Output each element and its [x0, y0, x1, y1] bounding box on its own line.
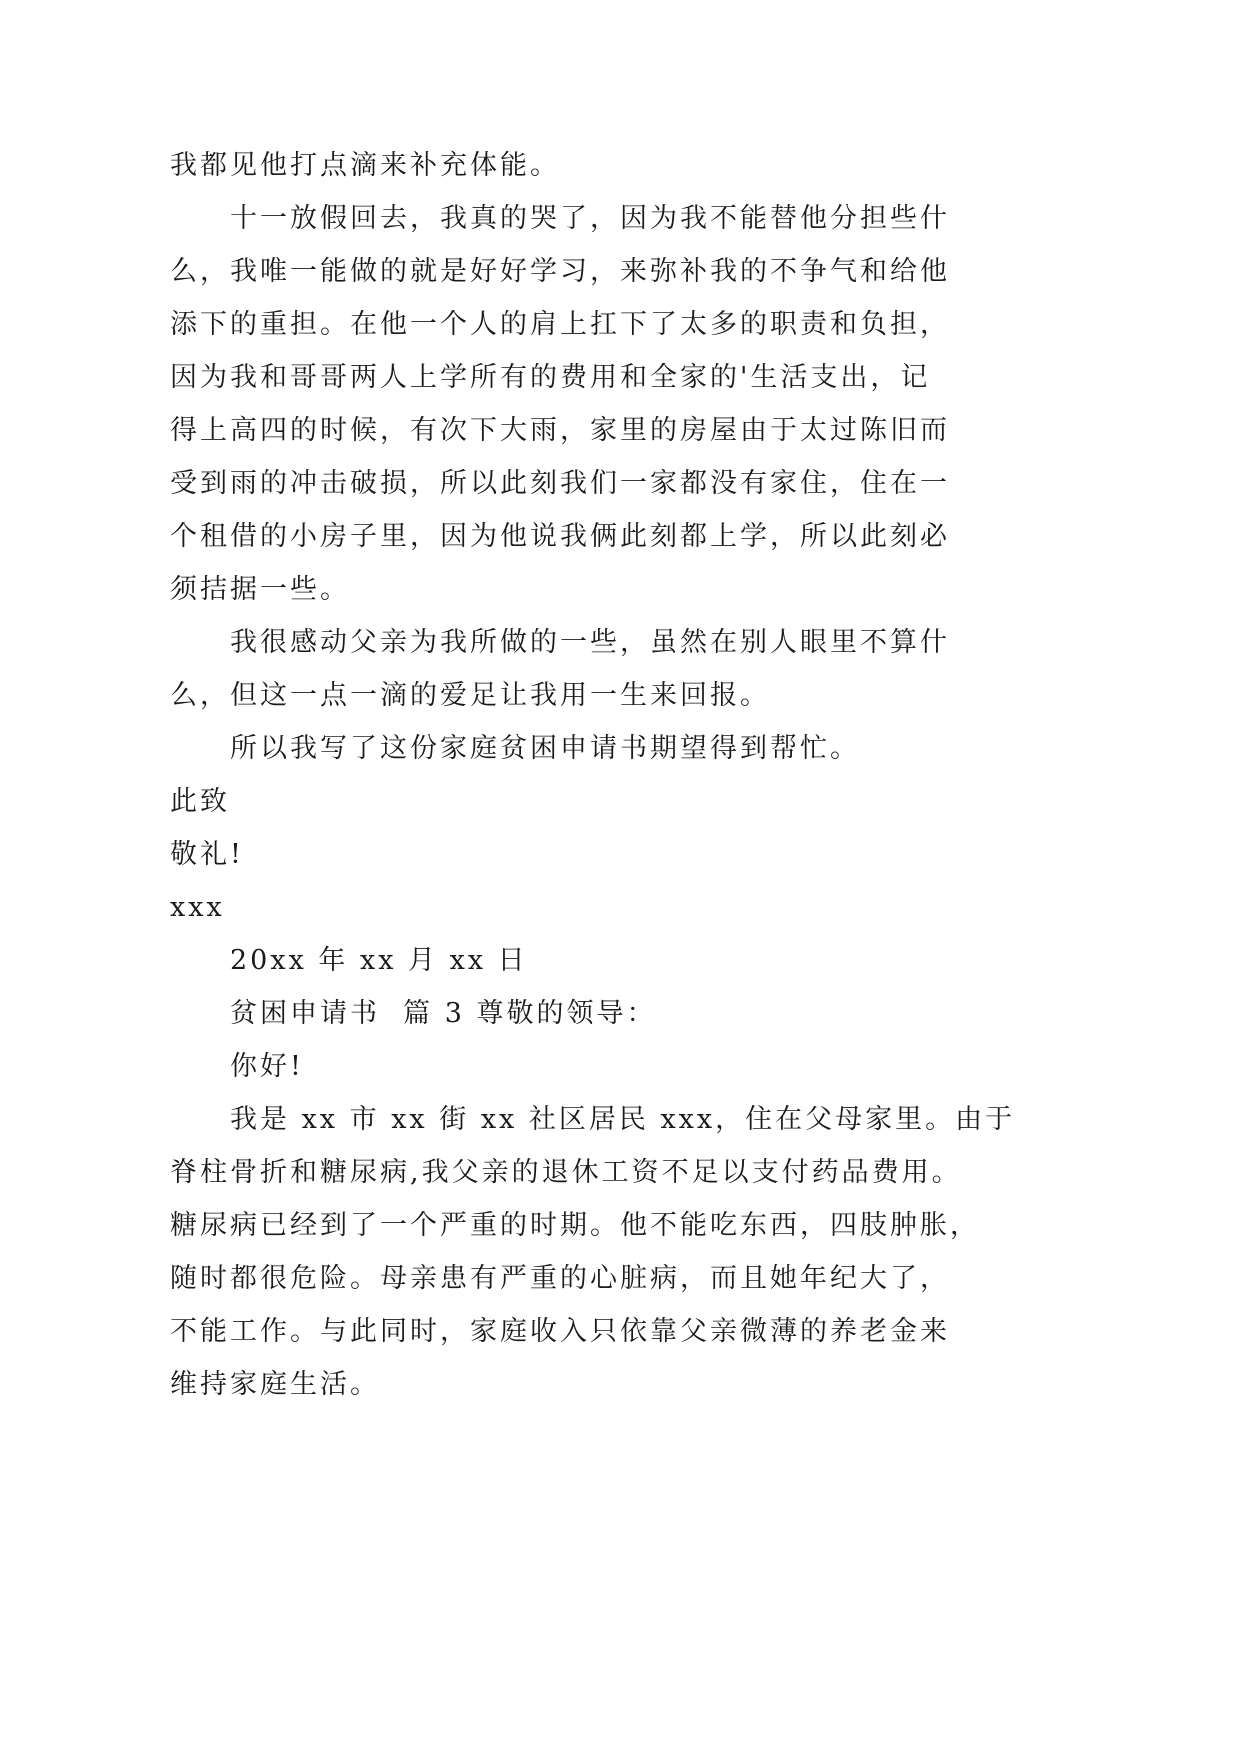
text-line: 随时都很危险。母亲患有严重的心脏病，而且她年纪大了， — [170, 1263, 950, 1294]
text-line: 得上高四的时候，有次下大雨，家里的房屋由于太过陈旧而 — [170, 415, 950, 446]
text-line: 脊柱骨折和糖尿病,我父亲的退休工资不足以支付药品费用。 — [170, 1157, 962, 1188]
document-body — [170, 139, 1070, 1411]
text-line: 糖尿病已经到了一个严重的时期。他不能吃东西，四肢肿胀， — [170, 1210, 980, 1241]
text-line: 维持家庭生活。 — [170, 1369, 380, 1400]
text-line: 添下的重担。在他一个人的肩上扛下了太多的职责和负担， — [170, 309, 950, 340]
closing-regards: 敬礼! — [170, 839, 244, 870]
text-line: 么，我唯一能做的就是好好学习，来弥补我的不争气和给他 — [170, 256, 950, 287]
greeting: 你好! — [230, 1051, 304, 1082]
text-line: 么，但这一点一滴的爱足让我用一生来回报。 — [170, 680, 770, 711]
closing-salutation: 此致 — [170, 786, 230, 817]
text-line: 须拮据一些。 — [170, 574, 350, 605]
signature-name: xxx — [170, 892, 225, 923]
text-line: 我都见他打点滴来补充体能。 — [170, 150, 560, 181]
text-line: 不能工作。与此同时，家庭收入只依靠父亲微薄的养老金来 — [170, 1316, 950, 1347]
paragraph-first-line: 所以我写了这份家庭贫困申请书期望得到帮忙。 — [230, 733, 860, 764]
text-line: 个租借的小房子里，因为他说我俩此刻都上学，所以此刻必 — [170, 521, 950, 552]
signature-date: 20xx 年 xx 月 xx 日 — [230, 945, 528, 976]
paragraph-first-line: 十一放假回去，我真的哭了，因为我不能替他分担些什 — [230, 203, 950, 234]
text-line: 因为我和哥哥两人上学所有的费用和全家的'生活支出，记 — [170, 362, 931, 393]
section-heading: 贫困申请书 篇 3 尊敬的领导： — [230, 998, 657, 1029]
paragraph-first-line: 我很感动父亲为我所做的一些，虽然在别人眼里不算什 — [230, 627, 950, 658]
paragraph-first-line: 我是 xx 市 xx 街 xx 社区居民 xxx，住在父母家里。由于 — [230, 1104, 1016, 1135]
text-line: 受到雨的冲击破损，所以此刻我们一家都没有家住，住在一 — [170, 468, 950, 499]
